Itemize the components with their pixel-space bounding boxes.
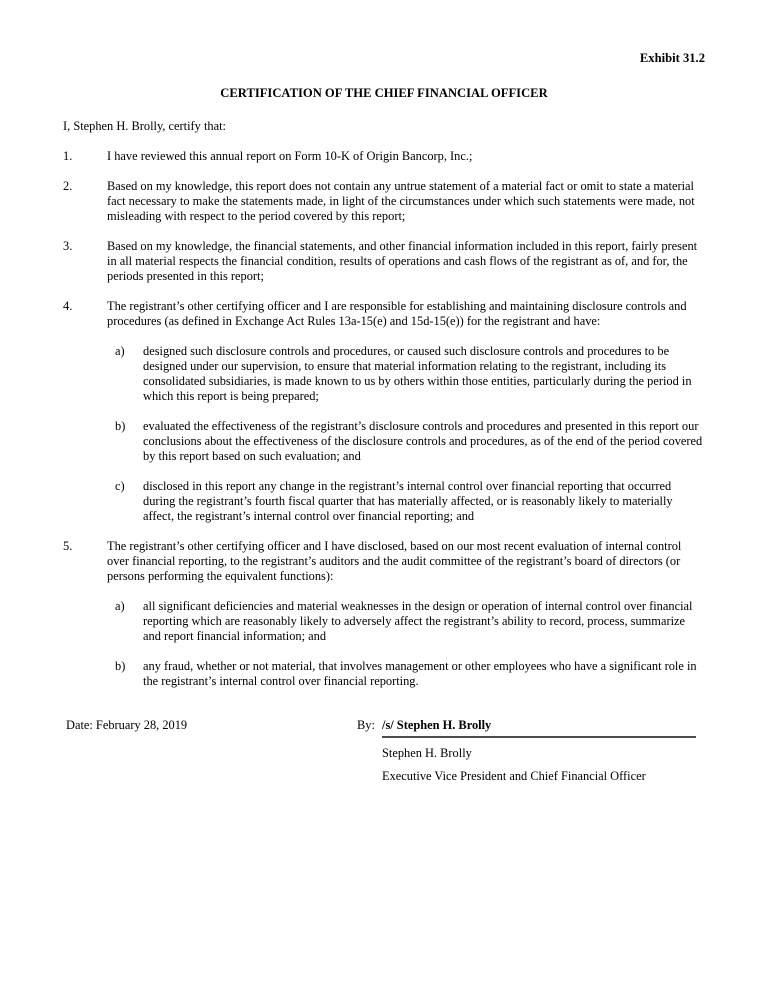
item-number: 4.	[63, 299, 73, 313]
by-label: By:	[357, 718, 375, 732]
item-number: 3.	[63, 239, 73, 253]
officer-title: Executive Vice President and Chief Financial Officer	[382, 769, 646, 783]
sub-item-text: designed such disclosure controls and procedures, or caused such disclosure controls and procedures to be designed under our supervision, to ensure that material information relating to the registrant, including its consolidated subsidiaries, is made known to us by others within those entities, particularly during the period in which this report is being prepared;	[143, 344, 692, 403]
sub-item-4c	[115, 479, 705, 524]
sub-item-4a	[115, 344, 705, 404]
exhibit-label: Exhibit 31.2	[639, 51, 705, 65]
item-number: 5.	[63, 539, 73, 553]
intro-text: I, Stephen H. Brolly, certify that:	[63, 119, 226, 133]
signature-block	[63, 718, 705, 784]
item-text: The registrant’s other certifying officer and I are responsible for establishing and maintaining disclosure controls and procedures (as defined in Exchange Act Rules 13a-15(e) and 15d-15(e)) for the registrant and have:	[107, 299, 687, 328]
list-item-5	[63, 539, 705, 584]
list-item-2	[63, 179, 705, 224]
item-text: Based on my knowledge, this report does not contain any untrue statement of a material fact or omit to state a material fact necessary to make the statements made, in light of the circumstances under which such statements were made, not misleading with respect to the period covered by this report;	[107, 179, 695, 223]
sub-item-5a	[115, 599, 705, 644]
item-text: I have reviewed this annual report on Form 10-K of Origin Bancorp, Inc.;	[107, 149, 473, 163]
printed-name: Stephen H. Brolly	[382, 746, 472, 760]
sub-item-5b	[115, 659, 705, 689]
item-text: The registrant’s other certifying officer and I have disclosed, based on our most recent evaluation of internal control over financial reporting, to the registrant’s auditors and the audit committee of the registrant’s board of directors (or persons performing the equivalent functions):	[107, 539, 682, 583]
sub-item-text: any fraud, whether or not material, that involves management or other employees who have a significant role in the registrant’s internal control over financial reporting.	[143, 659, 697, 688]
signature-line: /s/ Stephen H. Brolly	[382, 718, 696, 738]
item-number: 2.	[63, 179, 73, 193]
by-row	[357, 718, 705, 738]
sub-item-text: evaluated the effectiveness of the registrant’s disclosure controls and procedures and presented in this report our conclusions about the effectiveness of the disclosure controls and procedures, as of the end of the period covered by this report based on such evaluation; and	[143, 419, 703, 463]
sub-item-text: all significant deficiencies and material weaknesses in the design or operation of internal control over financial reporting which are reasonably likely to adversely affect the registrant’s ability to record, process, summarize and report financial information; and	[143, 599, 693, 643]
list-item-3	[63, 239, 705, 284]
list-item-4	[63, 299, 705, 329]
sub-item-text: disclosed in this report any change in the registrant’s internal control over financial reporting that occurred during the registrant’s fourth fiscal quarter that has materially affected, or is reasonably likely to materially affect, the registrant’s internal control over financial reporting; and	[143, 479, 673, 523]
sub-item-letter: b)	[115, 659, 126, 673]
list-item-1	[63, 149, 705, 164]
signature-right-column	[357, 718, 705, 784]
sub-item-letter: a)	[115, 344, 125, 358]
item-text: Based on my knowledge, the financial statements, and other financial information included in this report, fairly present in all material respects the financial condition, results of operations and cash flows of the registrant as of, and for, the periods presented in this report;	[107, 239, 698, 283]
sub-item-letter: b)	[115, 419, 126, 433]
sub-item-letter: a)	[115, 599, 125, 613]
sub-item-letter: c)	[115, 479, 125, 493]
item-number: 1.	[63, 149, 73, 163]
page-title: CERTIFICATION OF THE CHIEF FINANCIAL OFFICER	[220, 86, 548, 100]
date-label: Date: February 28, 2019	[66, 718, 188, 732]
sub-item-4b	[115, 419, 705, 464]
